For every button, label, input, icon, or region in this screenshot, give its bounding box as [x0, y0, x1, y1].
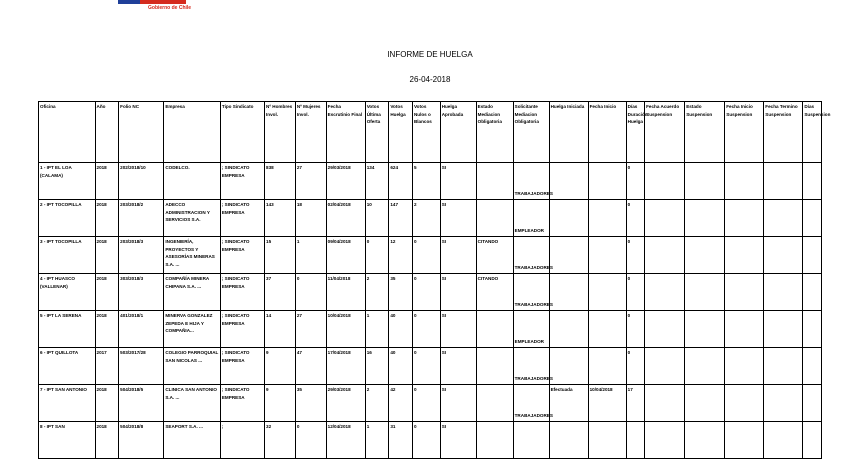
- cell-votos-huelga: 42: [389, 385, 413, 422]
- cell-iniciada: [549, 200, 588, 237]
- cell-fecha-inicio: [588, 348, 626, 385]
- cell-hombres: 9: [265, 385, 296, 422]
- strike-report-table: [38, 101, 831, 459]
- cell-estado-med: [476, 422, 513, 459]
- cell-fecha-escrutinio: 02/04/2018: [326, 200, 365, 237]
- cell-folio: 504/2018/5: [119, 385, 164, 422]
- cell-tipo: ; SINDICATO EMPRESA: [220, 311, 264, 348]
- cell-dias: 0: [626, 163, 644, 200]
- cell-anio: 2018: [95, 385, 119, 422]
- cell-votos-oferta: 134: [365, 163, 389, 200]
- cell-empty: [685, 311, 725, 348]
- cell-solicitante: TRABAJADORES: [513, 348, 549, 385]
- cell-oficina: 1 - IPT EL LOA (CALAMA): [39, 163, 96, 200]
- column-header: Nº Mujeres Invol.: [295, 102, 326, 163]
- cell-mujeres: 0: [295, 274, 326, 311]
- cell-tipo: ; SINDICATO EMPRESA: [220, 163, 264, 200]
- gobierno-logo: [118, 0, 192, 16]
- cell-empty: [764, 237, 803, 274]
- cell-votos-oferta: 2: [365, 274, 389, 311]
- cell-empresa: MINERVA GONZALEZ ZEPEDA E HIJA Y COMPAÑIA...: [164, 311, 221, 348]
- cell-anio: 2018: [95, 237, 119, 274]
- cell-aprobada: SI: [440, 311, 476, 348]
- cell-hombres: 9: [265, 348, 296, 385]
- cell-fecha-escrutinio: 10/04/2018: [326, 311, 365, 348]
- cell-votos-huelga: 35: [389, 274, 413, 311]
- cell-votos-oferta: 1: [365, 311, 389, 348]
- table-row: [39, 274, 822, 311]
- cell-votos-nulos: 0: [412, 348, 440, 385]
- column-header: Folio NC: [119, 102, 164, 163]
- cell-fecha-escrutinio: 29/03/2018: [326, 385, 365, 422]
- cell-mujeres: 35: [295, 385, 326, 422]
- column-header: Huelga Aprobada: [440, 102, 476, 163]
- cell-votos-huelga: 624: [389, 163, 413, 200]
- cell-anio: 2018: [95, 200, 119, 237]
- cell-empresa: SEAPORT S.A. ...: [164, 422, 221, 459]
- cell-anio: 2018: [95, 274, 119, 311]
- cell-empty: [725, 163, 764, 200]
- cell-empresa: CLINICA SAN ANTONIO S.A. ...: [164, 385, 221, 422]
- cell-votos-huelga: 40: [389, 311, 413, 348]
- cell-empty: [645, 348, 685, 385]
- cell-empty: [725, 200, 764, 237]
- cell-folio: 303/2018/3: [119, 274, 164, 311]
- cell-votos-nulos: 2: [412, 200, 440, 237]
- cell-estado-med: CITANDO: [476, 274, 513, 311]
- cell-votos-huelga: 40: [389, 348, 413, 385]
- table-row: [39, 385, 822, 422]
- cell-votos-oferta: 16: [365, 348, 389, 385]
- column-header: Estado Mediacion Obligatoria: [476, 102, 513, 163]
- table-row: [39, 163, 822, 200]
- cell-mujeres: 47: [295, 348, 326, 385]
- report-date: 26-04-2018: [409, 75, 451, 84]
- cell-hombres: 15: [265, 237, 296, 274]
- table-row: [39, 348, 822, 385]
- cell-solicitante: EMPLEADOR: [513, 311, 549, 348]
- cell-votos-nulos: 5: [412, 163, 440, 200]
- cell-hombres: 32: [265, 422, 296, 459]
- cell-votos-huelga: 31: [389, 422, 413, 459]
- cell-hombres: 143: [265, 200, 296, 237]
- cell-empty: [645, 200, 685, 237]
- cell-empty: [803, 422, 822, 459]
- cell-mujeres: 27: [295, 311, 326, 348]
- cell-oficina: 3 - IPT TOCOPILLA: [39, 237, 96, 274]
- cell-empty: [803, 385, 822, 422]
- logo-text: Gobierno de Chile: [148, 5, 192, 11]
- cell-fecha-escrutinio: 09/04/2018: [326, 237, 365, 274]
- logo-blue-bar: [118, 0, 140, 4]
- column-header: Nº Hombres Invol.: [265, 102, 296, 163]
- column-header: Año: [95, 102, 119, 163]
- cell-empresa: ADECCO ADMINISTRACION Y SERVICIOS S.A.: [164, 200, 221, 237]
- table-row: [39, 311, 822, 348]
- cell-mujeres: 1: [295, 237, 326, 274]
- cell-oficina: 6 - IPT QUILLOTA: [39, 348, 96, 385]
- cell-empresa: COLEGIO PARROQUIAL SAN NICOLAS ...: [164, 348, 221, 385]
- cell-votos-huelga: 12: [389, 237, 413, 274]
- cell-empty: [685, 385, 725, 422]
- cell-aprobada: SI: [440, 422, 476, 459]
- cell-aprobada: SI: [440, 237, 476, 274]
- cell-tipo: ; SINDICATO EMPRESA: [220, 200, 264, 237]
- column-header: Fecha Escrutinio Final: [326, 102, 365, 163]
- cell-empresa: COMPAÑÍA MINERA CHIPANA S.A. ...: [164, 274, 221, 311]
- cell-anio: 2018: [95, 163, 119, 200]
- cell-empty: [645, 163, 685, 200]
- cell-empresa: INGENIERÍA, PROYECTOS Y ASESORÍAS MINERAS S.A. ...: [164, 237, 221, 274]
- report-title: INFORME DE HUELGA: [387, 50, 473, 59]
- cell-anio: 2018: [95, 311, 119, 348]
- cell-votos-nulos: 0: [412, 422, 440, 459]
- cell-empty: [725, 422, 764, 459]
- cell-empty: [645, 237, 685, 274]
- cell-aprobada: SI: [440, 274, 476, 311]
- cell-empty: [685, 200, 725, 237]
- cell-hombres: 14: [265, 311, 296, 348]
- table-row: [39, 237, 822, 274]
- cell-empty: [803, 200, 822, 237]
- cell-empty: [764, 200, 803, 237]
- cell-hombres: 37: [265, 274, 296, 311]
- cell-fecha-inicio: [588, 200, 626, 237]
- cell-votos-oferta: 1: [365, 422, 389, 459]
- column-header: Fecha Acuerdo Suspension: [645, 102, 685, 163]
- cell-tipo: ; SINDICATO EMPRESA: [220, 348, 264, 385]
- cell-folio: 504/2018/8: [119, 422, 164, 459]
- cell-empty: [685, 348, 725, 385]
- table-row: [39, 200, 822, 237]
- column-header: Empresa: [164, 102, 221, 163]
- cell-oficina: 5 - IPT LA SERENA: [39, 311, 96, 348]
- cell-fecha-escrutinio: 17/04/2018: [326, 348, 365, 385]
- cell-oficina: 2 - IPT TOCOPILLA: [39, 200, 96, 237]
- table-row: [39, 422, 822, 459]
- cell-fecha-escrutinio: 11/04/2018: [326, 274, 365, 311]
- cell-empty: [725, 274, 764, 311]
- cell-aprobada: SI: [440, 385, 476, 422]
- cell-empty: [764, 311, 803, 348]
- cell-empty: [764, 385, 803, 422]
- cell-empty: [725, 385, 764, 422]
- cell-empty: [803, 311, 822, 348]
- cell-tipo: ; SINDICATO EMPRESA: [220, 274, 264, 311]
- cell-iniciada: [549, 163, 588, 200]
- cell-oficina: 7 - IPT SAN ANTONIO: [39, 385, 96, 422]
- cell-empresa: CODELCO.: [164, 163, 221, 200]
- cell-estado-med: [476, 385, 513, 422]
- cell-dias: [626, 422, 644, 459]
- cell-fecha-inicio: [588, 422, 626, 459]
- cell-dias: 0: [626, 200, 644, 237]
- cell-solicitante: TRABAJADORES: [513, 274, 549, 311]
- column-header: Votos Última Oferta: [365, 102, 389, 163]
- cell-empty: [764, 163, 803, 200]
- cell-empty: [803, 237, 822, 274]
- cell-anio: 2017: [95, 348, 119, 385]
- cell-votos-nulos: 0: [412, 311, 440, 348]
- cell-votos-nulos: 0: [412, 274, 440, 311]
- column-header: Fecha Inicio Suspension: [725, 102, 764, 163]
- cell-iniciada: Efectuada: [549, 385, 588, 422]
- cell-empty: [803, 163, 822, 200]
- cell-empty: [725, 311, 764, 348]
- cell-solicitante: [513, 422, 549, 459]
- cell-dias: 17: [626, 385, 644, 422]
- cell-empty: [645, 311, 685, 348]
- column-header: Solicitante Mediacion Obligatoria: [513, 102, 549, 163]
- cell-votos-nulos: 0: [412, 237, 440, 274]
- cell-fecha-inicio: [588, 163, 626, 200]
- cell-empty: [645, 274, 685, 311]
- cell-votos-oferta: 10: [365, 200, 389, 237]
- cell-empty: [645, 422, 685, 459]
- column-header: Días Suspension: [803, 102, 822, 163]
- cell-hombres: 838: [265, 163, 296, 200]
- column-header: Fecha Termino Suspension: [764, 102, 803, 163]
- cell-oficina: 4 - IPT HUASCO (VALLENAR): [39, 274, 96, 311]
- cell-estado-med: [476, 311, 513, 348]
- cell-dias: 0: [626, 274, 644, 311]
- cell-iniciada: [549, 274, 588, 311]
- cell-empty: [764, 348, 803, 385]
- cell-iniciada: [549, 422, 588, 459]
- column-header: Fecha Inicio: [588, 102, 626, 163]
- cell-votos-oferta: 2: [365, 385, 389, 422]
- table-header-row: [39, 102, 822, 163]
- cell-empty: [685, 163, 725, 200]
- column-header: Estado Suspension: [685, 102, 725, 163]
- cell-folio: 202/2018/10: [119, 163, 164, 200]
- cell-dias: 0: [626, 311, 644, 348]
- cell-folio: 401/2018/1: [119, 311, 164, 348]
- cell-votos-oferta: 0: [365, 237, 389, 274]
- cell-votos-nulos: 0: [412, 385, 440, 422]
- cell-aprobada: SI: [440, 163, 476, 200]
- cell-estado-med: [476, 200, 513, 237]
- column-header: Votos Nulos o Blancos: [412, 102, 440, 163]
- cell-votos-huelga: 147: [389, 200, 413, 237]
- column-header: Huelga Iniciada: [549, 102, 588, 163]
- cell-empty: [764, 422, 803, 459]
- cell-mujeres: 27: [295, 163, 326, 200]
- column-header: Tipo Sindicato: [220, 102, 264, 163]
- cell-empty: [685, 274, 725, 311]
- cell-fecha-inicio: [588, 311, 626, 348]
- cell-empty: [685, 237, 725, 274]
- cell-solicitante: TRABAJADORES: [513, 163, 549, 200]
- cell-oficina: 8 - IPT SAN: [39, 422, 96, 459]
- column-header: Oficina: [39, 102, 96, 163]
- cell-estado-med: [476, 163, 513, 200]
- cell-anio: 2018: [95, 422, 119, 459]
- cell-empty: [764, 274, 803, 311]
- logo-red-bar: [140, 0, 186, 4]
- cell-solicitante: EMPLEADOR: [513, 200, 549, 237]
- cell-empty: [645, 385, 685, 422]
- cell-empty: [803, 348, 822, 385]
- cell-empty: [803, 274, 822, 311]
- cell-mujeres: 0: [295, 422, 326, 459]
- cell-fecha-inicio: [588, 274, 626, 311]
- cell-empty: [725, 237, 764, 274]
- cell-fecha-inicio: [588, 237, 626, 274]
- cell-aprobada: SI: [440, 348, 476, 385]
- cell-tipo: ; SINDICATO EMPRESA: [220, 237, 264, 274]
- cell-folio: 503/2017/28: [119, 348, 164, 385]
- cell-solicitante: TRABAJADORES: [513, 385, 549, 422]
- cell-tipo: ; SINDICATO EMPRESA: [220, 385, 264, 422]
- cell-empty: [725, 348, 764, 385]
- cell-aprobada: SI: [440, 200, 476, 237]
- cell-dias: 0: [626, 348, 644, 385]
- cell-fecha-escrutinio: 29/03/2018: [326, 163, 365, 200]
- cell-solicitante: TRABAJADORES: [513, 237, 549, 274]
- cell-fecha-inicio: 10/04/2018: [588, 385, 626, 422]
- column-header: Días Duración Huelga: [626, 102, 644, 163]
- cell-folio: 203/2018/2: [119, 200, 164, 237]
- cell-mujeres: 18: [295, 200, 326, 237]
- cell-folio: 203/2018/3: [119, 237, 164, 274]
- column-header: Votos Huelga: [389, 102, 413, 163]
- cell-tipo: ;: [220, 422, 264, 459]
- cell-estado-med: CITANDO: [476, 237, 513, 274]
- cell-empty: [685, 422, 725, 459]
- cell-iniciada: [549, 237, 588, 274]
- cell-iniciada: [549, 311, 588, 348]
- cell-iniciada: [549, 348, 588, 385]
- cell-dias: 0: [626, 237, 644, 274]
- cell-estado-med: [476, 348, 513, 385]
- cell-fecha-escrutinio: 12/04/2018: [326, 422, 365, 459]
